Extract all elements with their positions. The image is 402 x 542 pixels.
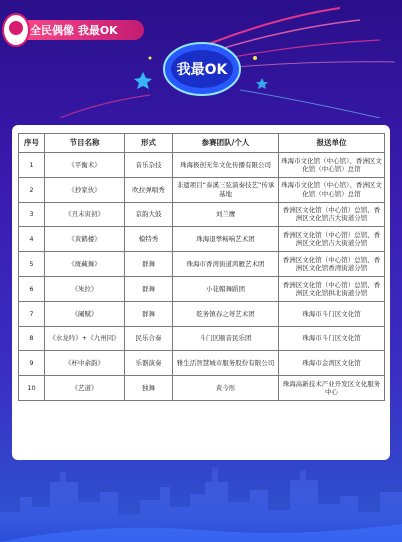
cell-program-name: 《阑赋》 xyxy=(45,301,125,326)
cell-submitting-unit: 珠海市文化馆（中心馆）、香洲区文化馆（中心馆）总馆 xyxy=(279,177,385,202)
cell-form: 模特秀 xyxy=(125,227,173,252)
cell-submitting-unit: 珠海市金湾区文化馆 xyxy=(279,351,385,376)
cell-program-name: 《抄家伙》 xyxy=(45,177,125,202)
cell-form: 群舞 xyxy=(125,252,173,277)
cell-participant: 黄今彤 xyxy=(173,376,279,401)
cell-participant: 乾务镇春之萼艺术团 xyxy=(173,301,279,326)
cell-participant: 珠海退孳畅响艺术团 xyxy=(173,227,279,252)
cell-program-name: 《平衡术》 xyxy=(45,153,125,178)
cell-form: 民乐合奏 xyxy=(125,326,173,351)
header-banner xyxy=(0,0,402,118)
cell-participant: 小花帽舞蹈团 xyxy=(173,276,279,301)
cell-submitting-unit: 珠海市斗门区文化馆 xyxy=(279,326,385,351)
center-logo xyxy=(160,35,244,99)
cell-form: 音乐杂技 xyxy=(125,153,173,178)
header-submitting-unit: 报送单位 xyxy=(279,134,385,153)
table-row xyxy=(19,351,385,376)
cell-submitting-unit: 香洲区文化馆（中心馆）总馆、香洲区文化馆拱北街道分馆 xyxy=(279,276,385,301)
cell-index: 5 xyxy=(19,252,45,277)
cell-participant: 珠海极创无年文化传播有限公司 xyxy=(173,153,279,178)
cell-participant: 非遗项目“泰溪三弦演奏技艺”传承基地 xyxy=(173,177,279,202)
cell-program-name: 《黄鹤楼》 xyxy=(45,227,125,252)
cell-index: 4 xyxy=(19,227,45,252)
cell-form: 乐器演奏 xyxy=(125,351,173,376)
table-row xyxy=(19,276,385,301)
cell-submitting-unit: 香洲区文化馆（中心馆）总馆、香洲区文化馆香湾街道分馆 xyxy=(279,252,385,277)
table-row xyxy=(19,227,385,252)
cell-program-name: 《杯中余韵》 xyxy=(45,351,125,376)
cell-index: 1 xyxy=(19,153,45,178)
header-participant: 参赛团队/个人 xyxy=(173,134,279,153)
table-row xyxy=(19,376,385,401)
cell-index: 7 xyxy=(19,301,45,326)
cell-participant: 斗门区颐音民乐团 xyxy=(173,326,279,351)
program-table xyxy=(18,133,385,401)
header-form: 形式 xyxy=(125,134,173,153)
cell-participant: 珠海市香湾街道鸿雁艺术团 xyxy=(173,252,279,277)
cell-participant: 雅生活智慧城市服务股份有限公司 xyxy=(173,351,279,376)
cell-index: 6 xyxy=(19,276,45,301)
table-row xyxy=(19,153,385,178)
cell-index: 10 xyxy=(19,376,45,401)
table-row xyxy=(19,301,385,326)
cell-form: 群舞 xyxy=(125,301,173,326)
header-index: 序号 xyxy=(19,134,45,153)
cell-program-name: 《艺道》 xyxy=(45,376,125,401)
cell-index: 9 xyxy=(19,351,45,376)
table-row xyxy=(19,202,385,227)
cell-index: 8 xyxy=(19,326,45,351)
cell-program-name: 《丑末寅初》 xyxy=(45,202,125,227)
cell-submitting-unit: 珠海市斗门区文化馆 xyxy=(279,301,385,326)
program-table-card xyxy=(12,125,390,460)
cell-form: 独舞 xyxy=(125,376,173,401)
brand-badge-icon xyxy=(2,13,30,47)
cell-form: 吹拉弹唱秀 xyxy=(125,177,173,202)
cell-index: 2 xyxy=(19,177,45,202)
header-program-name: 节目名称 xyxy=(45,134,125,153)
cell-submitting-unit: 香洲区文化馆（中心馆）总馆、香洲区文化馆吉大街道分馆 xyxy=(279,227,385,252)
cell-submitting-unit: 香洲区文化馆（中心馆）总馆、香洲区文化馆吉大街道分馆 xyxy=(279,202,385,227)
cell-submitting-unit: 珠海市文化馆（中心馆）、香洲区文化馆（中心馆）总馆 xyxy=(279,153,385,178)
cell-form: 群舞 xyxy=(125,276,173,301)
table-row xyxy=(19,252,385,277)
cell-index: 3 xyxy=(19,202,45,227)
cell-program-name: 《朱拉》 xyxy=(45,276,125,301)
cell-program-name: 《斑藏舞》 xyxy=(45,252,125,277)
slogan-text: 全民偶像 我最OK xyxy=(30,24,118,37)
table-row xyxy=(19,326,385,351)
cell-participant: 刘兰鹰 xyxy=(173,202,279,227)
table-row xyxy=(19,177,385,202)
cell-program-name: 《水龙吟》+《九州同》 xyxy=(45,326,125,351)
city-skyline-decoration xyxy=(0,452,402,542)
cell-submitting-unit: 珠海高新技术产业开发区文化服务中心 xyxy=(279,376,385,401)
cell-form: 京韵大鼓 xyxy=(125,202,173,227)
table-header-row xyxy=(19,134,385,153)
center-logo-text: 我最OK xyxy=(176,62,228,78)
